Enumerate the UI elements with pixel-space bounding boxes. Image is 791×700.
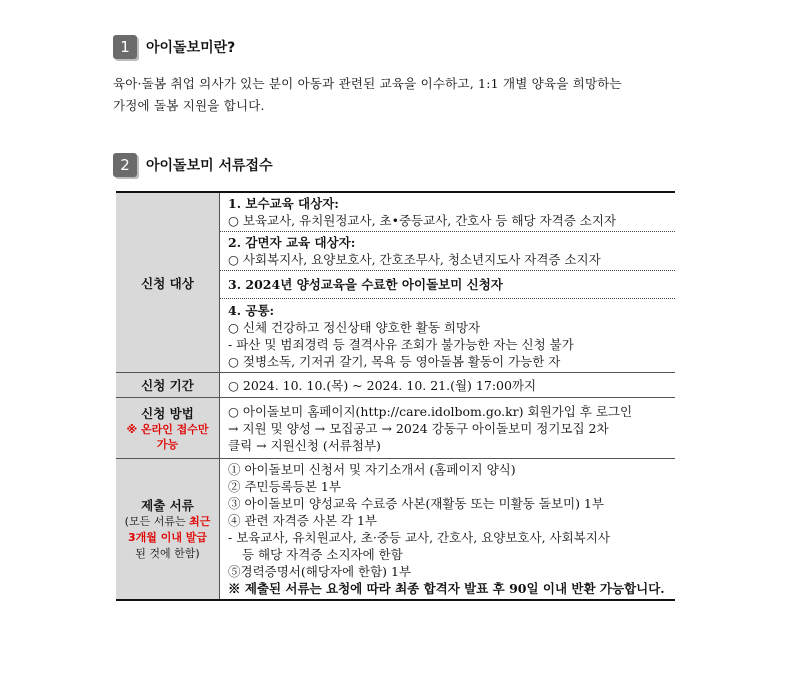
intro-line: 가정에 돌봄 지원을 합니다.: [113, 98, 265, 113]
period-value: ○ 2024. 10. 10.(목) ~ 2024. 10. 21.(월) 17:00까지: [220, 373, 676, 398]
row-label-period: 신청 기간: [116, 373, 220, 398]
docs-label: 제출 서류: [141, 498, 194, 513]
section-1-heading: [113, 35, 235, 59]
section-number-badge: 1: [113, 35, 137, 59]
intro-line: 육아·돌봄 취업 의사가 있는 분이 아동과 관련된 교육을 이수하고, 1:1 개별 양육을 희망하는: [113, 76, 622, 91]
target-group-1: 1. 보수교육 대상자: ○ 보육교사, 유치원정교사, 초•중등교사, 간호사 등 해당 자격증 소지자: [220, 192, 676, 232]
docs-return-note: ※ 제출된 서류는 요청에 따라 최종 합격자 발표 후 90일 이내 반환 가능합니다.: [228, 581, 665, 596]
section-number-badge: 2: [113, 153, 137, 177]
intro-paragraph: [113, 73, 693, 117]
row-label-method: [116, 398, 220, 459]
method-value: ○ 아이돌보미 홈페이지(http://care.idolbom.go.kr) 회원가입 후 로그인 → 지원 및 양성 → 모집공고 → 2024 강동구 아이돌보미 정기모집 2차 클릭 → 지원신청 (서류첨부): [220, 398, 676, 459]
section-title: 아이돌보미란?: [146, 40, 236, 56]
section-2-heading: [113, 153, 273, 177]
target-group-4: 4. 공통: ○ 신체 건강하고 정신상태 양호한 활동 희망자 - 파산 및 범죄경력 등 결격사유 조회가 불가능한 자는 신청 불가 ○ 젖병소독, 기저귀 갈기, 목욕 등 영아돌봄 활동이 가능한 자: [220, 299, 676, 373]
method-label: 신청 방법: [141, 406, 194, 421]
docs-value: ① 아이돌보미 신청서 및 자기소개서 (홈페이지 양식) ② 주민등록등본 1부 ③ 아이돌보미 양성교육 수료증 사본(재활동 또는 미활동 돌보미) 1부 ④ 관련 자격증 사본 각 1부 - 보육교사, 유치원교사, 초·중등 교사, 간호사, 요양보호사, 사회복지사 등 해당 자격증 소지자에 한함 ⑤경력증명서(해당자에 한함) 1부 ※ 제출된 서류는 요청에 따라 최종 합격자 발표 후 90일 이내 반환 가능합니다.: [220, 459, 676, 601]
target-group-3: 3. 2024년 양성교육을 수료한 아이돌보미 신청자: [220, 271, 676, 299]
section-title: 아이돌보미 서류접수: [146, 158, 273, 174]
docs-note: (모든 서류는 최근: [124, 515, 211, 528]
row-label-target: 신청 대상: [116, 192, 220, 373]
online-only-note: ※ 온라인 접수만: [126, 423, 209, 436]
application-info-table: [116, 191, 675, 601]
online-only-note-2: 가능: [156, 438, 179, 451]
target-group-2: 2. 감면자 교육 대상자: ○ 사회복지사, 요양보호사, 간호조무사, 청소년지도사 자격증 소지자: [220, 232, 676, 271]
row-label-docs: 제출 서류 (모든 서류는 최근 3개월 이내 발급 된 것에 한함): [116, 459, 220, 601]
